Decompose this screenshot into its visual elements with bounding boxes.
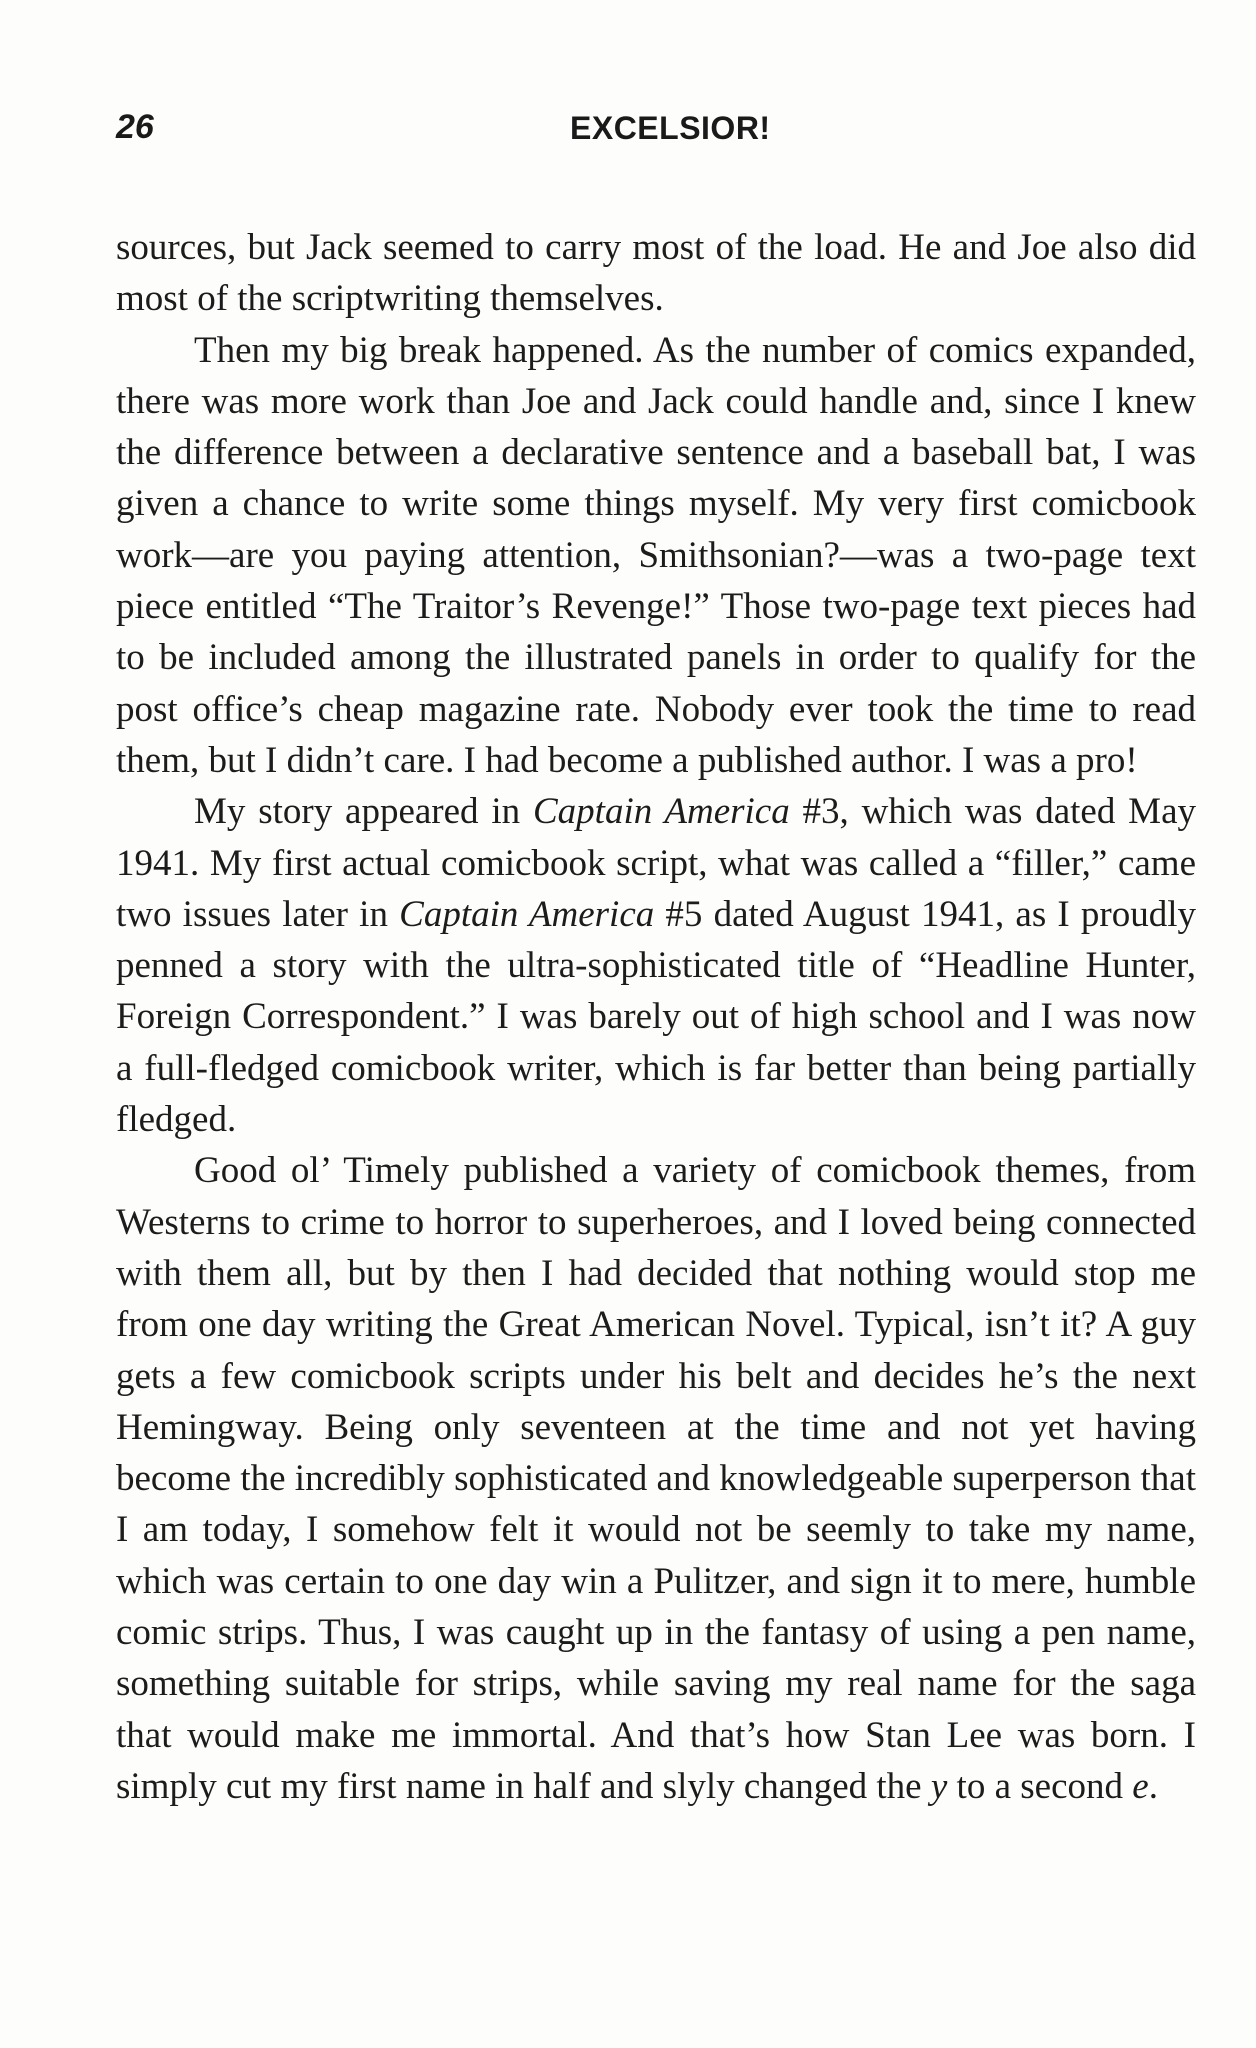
italic-text: e: [1132, 1765, 1149, 1807]
paragraph-3: [116, 786, 1196, 1145]
running-head: [116, 108, 1196, 158]
page-number: 26: [116, 108, 154, 146]
text-run: to a second: [947, 1765, 1133, 1807]
text-run: Good ol’ Timely published a variety of comicbook themes, from Westerns to crime to horror to superheroes, and I loved being connected with them all, but by then I had decided that nothing would stop me from one day writing the Great American Novel. Typical, isn’t it? A guy gets a few comicbook scripts under his belt and decides he’s the next Hemingway. Being only seventeen at the time and not yet having become the incredibly sophisticated and knowledgeable superperson that I am today, I somehow felt it would not be seemly to take my name, which was certain to one day win a Pulitzer, and sign it to mere, humble comic strips. Thus, I was caught up in the fantasy of using a pen name, something suitable for strips, while saving my real name for the saga that would make me immortal. And that’s how Stan Lee was born. I simply cut my first name in half and slyly changed the: [116, 1150, 1196, 1807]
text-run: .: [1148, 1765, 1158, 1807]
paragraph-4: [116, 1145, 1196, 1812]
italic-text: y: [930, 1765, 948, 1807]
text-run: #5 dated August 1941, as I proudly penned a story with the ultra-sophisticated title of “Headline Hunter, Foreign Correspondent.” I was barely out of high school and I was now a full-fledged comicbook writer, which is far better than being partially fledged.: [116, 893, 1197, 1141]
paragraph-1: [116, 222, 1196, 325]
book-title: EXCELSIOR!: [570, 110, 771, 146]
text-run: sources, but Jack seemed to carry most of the load. He and Joe also did most of the scriptwriting themselves.: [116, 227, 1196, 320]
italic-text: Captain America: [399, 893, 655, 935]
body-text: [116, 222, 1196, 1812]
text-run: My story appeared in: [194, 791, 533, 833]
text-run: #3, which was dated May 1941. My first actual comicbook script, what was called a “filler,” came two issues later in: [116, 791, 1196, 935]
italic-text: Captain America: [532, 791, 790, 833]
paragraph-2: [116, 325, 1196, 787]
text-run: Then my big break happened. As the number of comics expanded, there was more work than Joe and Jack could handle and, since I knew the difference between a declarative sentence and a baseball bat, I was given a chance to write some things myself. My very first comicbook work—are you paying attention, Smithsonian?—was a two-page text piece entitled “The Traitor’s Revenge!” Those two-page text pieces had to be included among the illustrated panels in order to qualify for the post office’s cheap magazine rate. Nobody ever took the time to read them, but I didn’t care. I had become a published author. I was a pro!: [116, 329, 1196, 781]
